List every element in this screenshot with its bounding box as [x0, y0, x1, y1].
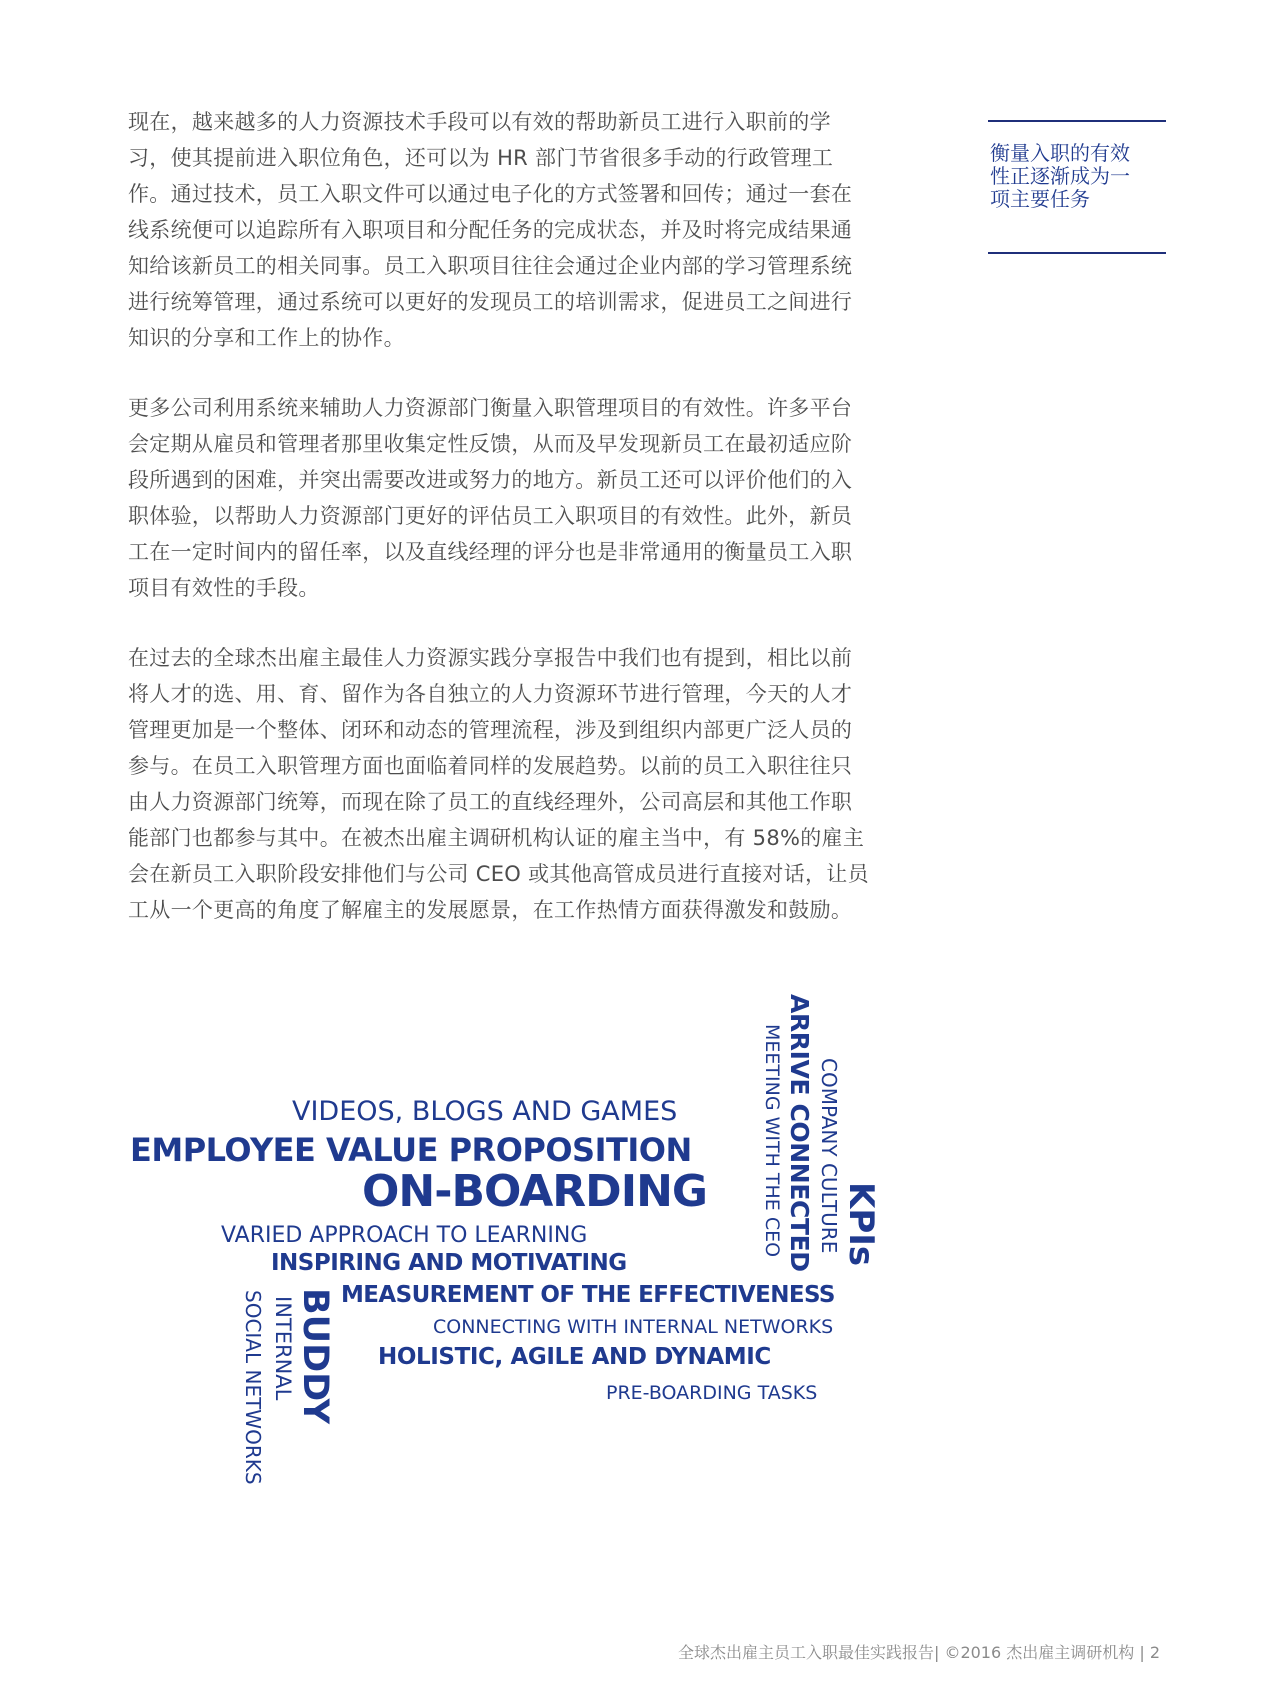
text-line: 知给该新员工的相关同事。员工入职项目往往会通过企业内部的学习管理系统	[128, 254, 853, 278]
word-kpis: KPIs	[841, 1182, 881, 1267]
text-line: 由人力资源部门统筹，而现在除了员工的直线经理外，公司高层和其他工作职	[128, 790, 853, 814]
text-line: 将人才的选、用、育、留作为各自独立的人力资源环节进行管理，今天的人才	[128, 682, 853, 706]
text-line: 工在一定时间内的留任率，以及直线经理的评分也是非常通用的衡量员工入职	[128, 540, 853, 564]
word-buddy: BUDDY	[295, 1288, 335, 1425]
text-line: 会定期从雇员和管理者那里收集定性反馈，从而及早发现新员工在最初适应阶	[128, 432, 853, 456]
word-pre-boarding: PRE-BOARDING TASKS	[606, 1382, 818, 1404]
word-measurement: MEASUREMENT OF THE EFFECTIVENESS	[341, 1282, 835, 1308]
pull-quote-line: 项主要任务	[990, 187, 1090, 211]
text-line: 习，使其提前进入职位角色，还可以为 HR 部门节省很多手动的行政管理工	[128, 146, 834, 170]
text-line: 会在新员工入职阶段安排他们与公司 CEO 或其他高管成员进行直接对话，让员	[128, 862, 869, 886]
text-line: 现在，越来越多的人力资源技术手段可以有效的帮助新员工进行入职前的学	[128, 110, 831, 134]
word-company-culture: COMPANY CULTURE	[817, 1058, 841, 1254]
page-footer: 全球杰出雇主员工入职最佳实践报告| ©2016 杰出雇主调研机构 | 2	[677, 1643, 1160, 1662]
word-inspiring-motivating: INSPIRING AND MOTIVATING	[271, 1250, 627, 1276]
paragraph-3	[128, 640, 948, 928]
word-on-boarding: ON-BOARDING	[362, 1166, 708, 1217]
text-line: 参与。在员工入职管理方面也面临着同样的发展趋势。以前的员工入职往往只	[128, 754, 853, 778]
word-internal: INTERNAL	[271, 1296, 295, 1401]
pull-quote	[988, 120, 1166, 254]
text-line: 能部门也都参与其中。在被杰出雇主调研机构认证的雇主当中，有 58%的雇主	[128, 826, 865, 850]
text-line: 更多公司利用系统来辅助人力资源部门衡量入职管理项目的有效性。许多平台	[128, 396, 853, 420]
word-connecting-networks: CONNECTING WITH INTERNAL NETWORKS	[433, 1316, 834, 1338]
pull-quote-line: 性正逐渐成为一	[990, 164, 1130, 188]
text-line: 管理更加是一个整体、闭环和动态的管理流程，涉及到组织内部更广泛人员的	[128, 718, 853, 742]
text-line: 职体验，以帮助人力资源部门更好的评估员工入职项目的有效性。此外，新员	[128, 504, 853, 528]
text-line: 工从一个更高的角度了解雇主的发展愿景，在工作热情方面获得激发和鼓励。	[128, 898, 853, 922]
text-line: 项目有效性的手段。	[128, 576, 320, 600]
text-line: 知识的分享和工作上的协作。	[128, 326, 405, 350]
text-line: 段所遇到的困难，并突出需要改进或努力的地方。新员工还可以评价他们的入	[128, 468, 853, 492]
paragraph-1	[128, 104, 948, 356]
text-line: 线系统便可以追踪所有入职项目和分配任务的完成状态，并及时将完成结果通	[128, 218, 853, 242]
word-videos-blogs-games: VIDEOS, BLOGS AND GAMES	[292, 1096, 678, 1127]
paragraph-2	[128, 390, 948, 606]
word-social-networks: SOCIAL NETWORKS	[241, 1290, 265, 1485]
word-varied-approach: VARIED APPROACH TO LEARNING	[221, 1223, 588, 1248]
text-line: 进行统筹管理，通过系统可以更好的发现员工的培训需求，促进员工之间进行	[128, 290, 853, 314]
pull-quote-line: 衡量入职的有效	[990, 141, 1130, 165]
text-line: 在过去的全球杰出雇主最佳人力资源实践分享报告中我们也有提到，相比以前	[128, 646, 853, 670]
word-employee-value-proposition: EMPLOYEE VALUE PROPOSITION	[130, 1131, 692, 1169]
word-holistic: HOLISTIC, AGILE AND DYNAMIC	[378, 1344, 771, 1370]
text-line: 作。通过技术，员工入职文件可以通过电子化的方式签署和回传；通过一套在	[128, 182, 853, 206]
word-arrive-connected: ARRIVE CONNECTED	[785, 994, 814, 1272]
word-meeting-ceo: MEETING WITH THE CEO	[761, 1024, 783, 1258]
